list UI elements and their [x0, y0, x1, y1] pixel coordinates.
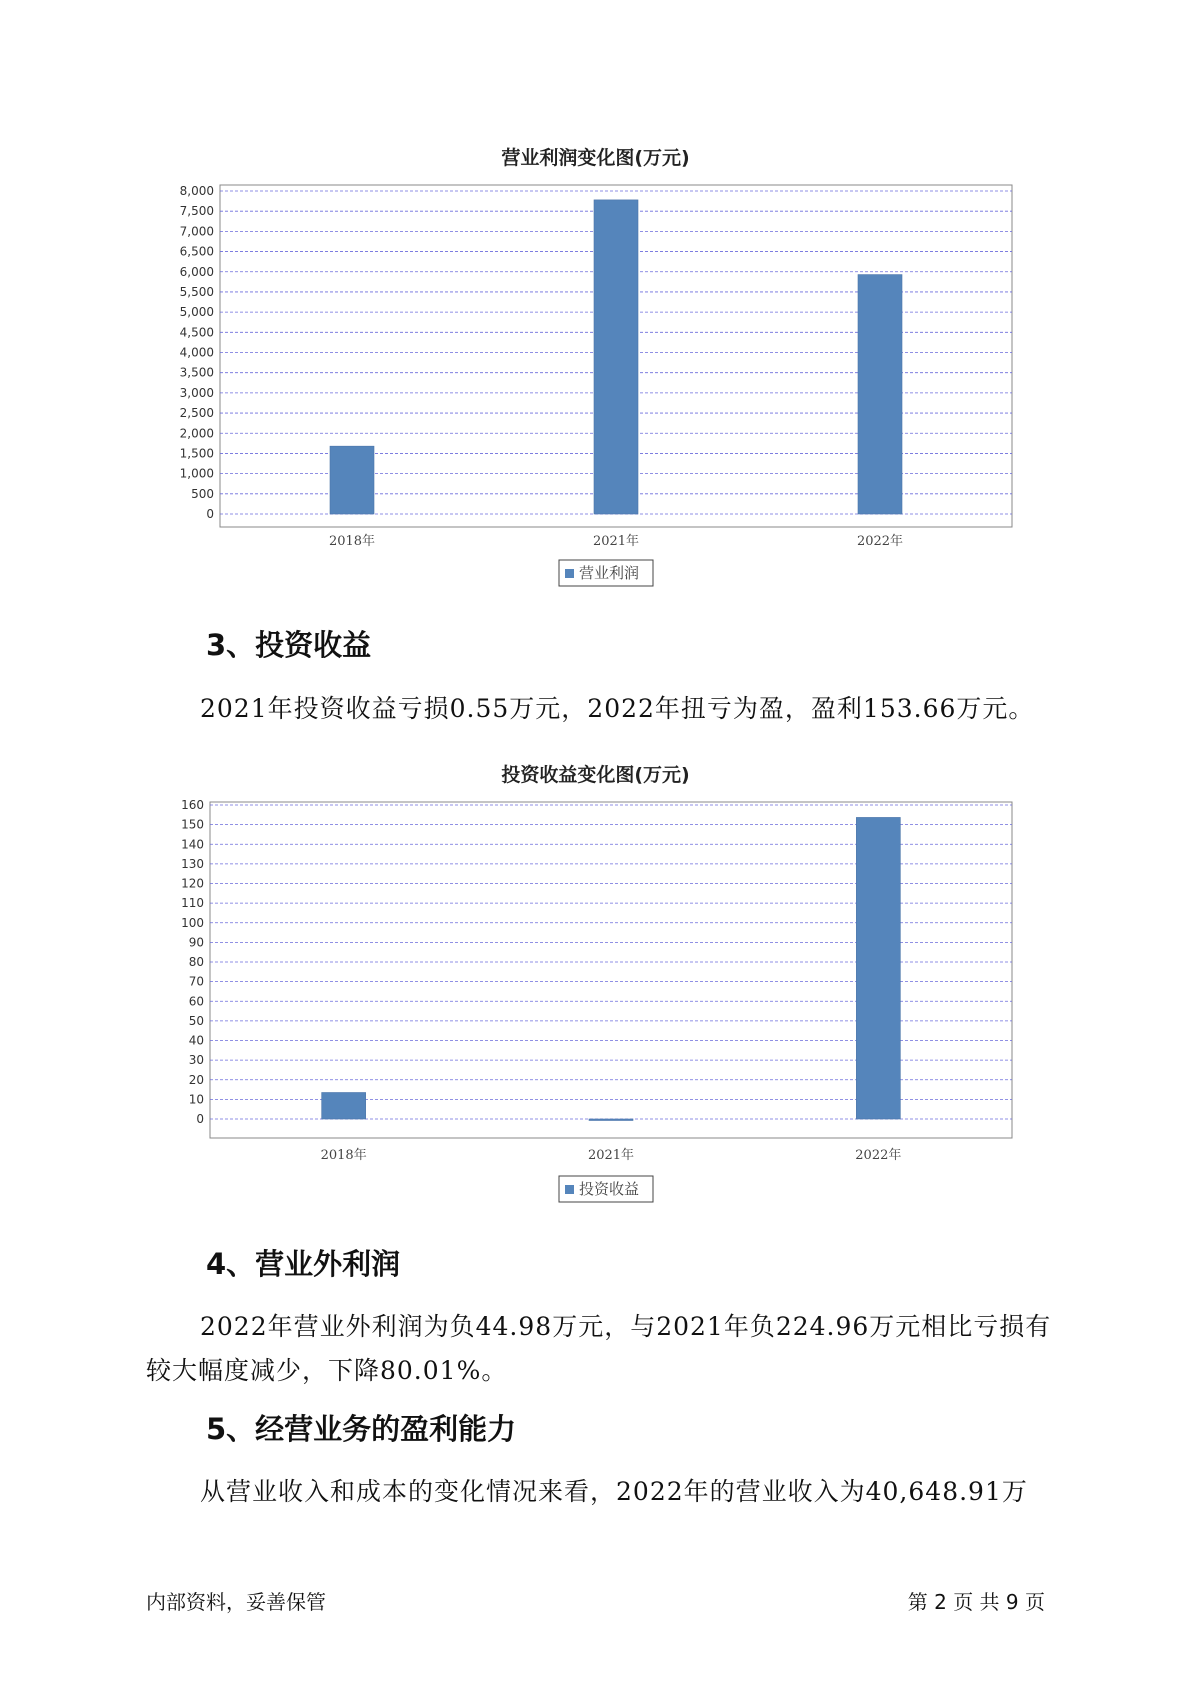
x-tick-label: 2018年 [320, 1148, 367, 1163]
y-tick-label: 7,500 [179, 204, 214, 219]
y-tick-label: 30 [188, 1053, 204, 1068]
y-tick-label: 1,000 [179, 466, 214, 481]
y-tick-label: 150 [181, 817, 204, 832]
y-tick-label: 80 [188, 955, 204, 969]
legend-swatch [565, 1185, 574, 1194]
legend-label: 营业利润 [579, 564, 640, 582]
section-5-heading: 5、经营业务的盈利能力 [206, 1412, 517, 1446]
y-tick-label: 0 [196, 1112, 204, 1126]
y-tick-label: 100 [181, 915, 204, 930]
y-tick-label: 40 [188, 1033, 204, 1048]
y-tick-label: 90 [188, 935, 204, 950]
y-tick-label: 20 [188, 1072, 204, 1087]
y-tick-label: 5,000 [179, 305, 214, 320]
y-tick-label: 140 [181, 837, 204, 852]
y-tick-label: 6,500 [179, 244, 214, 259]
chart-title-operating-profit: 营业利润变化图(万元) [501, 147, 690, 169]
y-tick-label: 3,000 [179, 385, 214, 400]
y-tick-label: 2,500 [179, 406, 214, 421]
section-4-text: 2022年营业外利润为负44.98万元，与2021年负224.96万元相比亏损有较大幅度减少，下降80.01%。 [146, 1312, 1052, 1385]
bar [856, 817, 900, 1119]
y-tick-label: 4,000 [179, 345, 214, 360]
y-tick-label: 1,500 [179, 446, 214, 461]
y-tick-label: 5,500 [179, 284, 214, 299]
y-tick-label: 2,000 [179, 426, 214, 441]
x-tick-label: 2022年 [855, 1148, 902, 1163]
legend-label: 投资收益 [579, 1180, 640, 1198]
chart-title-investment-income: 投资收益变化图(万元) [501, 764, 690, 786]
section-5-text: 从营业收入和成本的变化情况来看，2022年的营业收入为40,648.91万 [200, 1477, 1028, 1506]
y-tick-label: 120 [181, 876, 204, 891]
y-tick-label: 6,000 [179, 264, 214, 279]
y-tick-label: 4,500 [179, 325, 214, 340]
x-tick-label: 2021年 [587, 1148, 635, 1163]
section-3-heading: 3、投资收益 [206, 628, 372, 662]
bar [322, 1093, 366, 1119]
y-tick-label: 160 [181, 798, 204, 812]
y-tick-label: 3,500 [179, 365, 214, 380]
footer-page-number: 第 2 页 共 9 页 [907, 1590, 1045, 1614]
y-tick-label: 60 [188, 994, 204, 1009]
y-tick-label: 110 [181, 896, 204, 911]
section-4-heading: 4、营业外利润 [206, 1247, 401, 1281]
y-tick-label: 130 [181, 856, 204, 871]
y-tick-label: 10 [188, 1092, 204, 1107]
y-tick-label: 8,000 [179, 184, 214, 198]
y-tick-label: 50 [188, 1013, 204, 1028]
footer-confidential: 内部资料，妥善保管 [146, 1590, 326, 1614]
y-tick-label: 70 [188, 974, 204, 989]
y-tick-label: 7,000 [179, 224, 214, 239]
section-3-text: 2021年投资收益亏损0.55万元，2022年扭亏为盈，盈利153.66万元。 [200, 694, 1035, 723]
y-tick-label: 500 [191, 486, 214, 501]
bar [589, 1119, 633, 1121]
x-tick-label: 2022年 [856, 534, 904, 549]
x-tick-label: 2021年 [592, 534, 640, 549]
x-tick-label: 2018年 [328, 534, 376, 549]
y-tick-label: 0 [206, 507, 214, 521]
